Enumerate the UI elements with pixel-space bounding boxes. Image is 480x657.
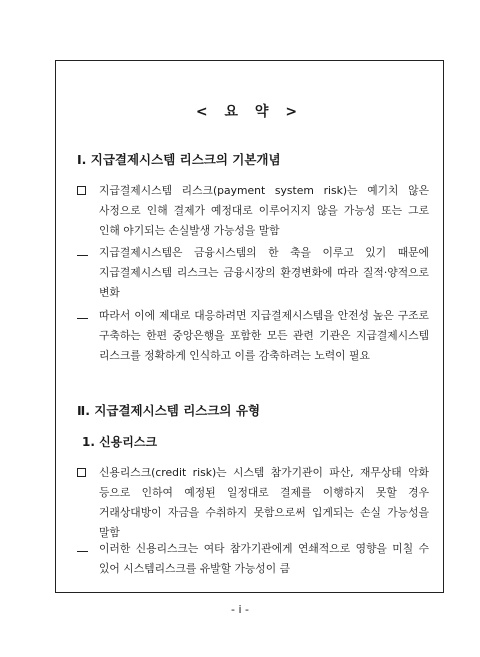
checkbox-bullet-icon — [77, 468, 86, 477]
dash-bullet-icon — [77, 318, 88, 319]
section-1-item-1 — [77, 181, 429, 241]
section-2-heading: Ⅱ. 지급결제시스템 리스크의 유형 — [77, 403, 261, 418]
section-2-item-2 — [77, 539, 429, 579]
section-1-item-2 — [77, 243, 429, 303]
summary-frame — [55, 60, 444, 593]
section-1-item-2-text: 지급결제시스템은 금융시스템의 한 축을 이루고 있기 때문에 지급결제시스템 리스크는 금융시장의 환경변화에 따라 질적·양적으로 변화 — [99, 246, 429, 299]
section-2-item-1 — [77, 463, 429, 543]
page-number: - i - — [231, 603, 249, 616]
section-1-item-3 — [77, 306, 429, 366]
section-2-item-1-text: 신용리스크(credit risk)는 시스템 참가기관이 파산, 재무상태 악화 등으로 인하여 예정된 일정대로 결제를 이행하지 못할 경우 거래상대방이 자금을 수취하지 못함으로써 입게되는 손실 가능성을 말함 — [99, 466, 429, 539]
page-title: < 요 약 > — [195, 104, 304, 120]
section-2-subheading: 1. 신용리스크 — [82, 435, 158, 449]
dash-bullet-icon — [77, 255, 88, 256]
section-1-heading: Ⅰ. 지급결제시스템 리스크의 기본개념 — [77, 152, 281, 167]
dash-bullet-icon — [77, 551, 88, 552]
checkbox-bullet-icon — [77, 186, 86, 195]
section-2-item-2-text: 이러한 신용리스크는 여타 참가기관에게 연쇄적으로 영향을 미칠 수 있어 시스템리스크를 유발할 가능성이 큼 — [99, 542, 429, 575]
section-1-item-1-text: 지급결제시스템 리스크(payment system risk)는 예기치 않은 사정으로 인해 결제가 예정대로 이루어지지 않을 가능성 또는 그로 인해 야기되는 손실발생 가능성을 말함 — [99, 184, 429, 237]
section-1-item-3-text: 따라서 이에 제대로 대응하려면 지급결제시스템을 안전성 높은 구조로 구축하는 한편 중앙은행을 포함한 모든 관련 기관은 지급결제시스템 리스크를 정확하게 인식하고 이를 감축하려는 노력이 필요 — [99, 309, 429, 362]
